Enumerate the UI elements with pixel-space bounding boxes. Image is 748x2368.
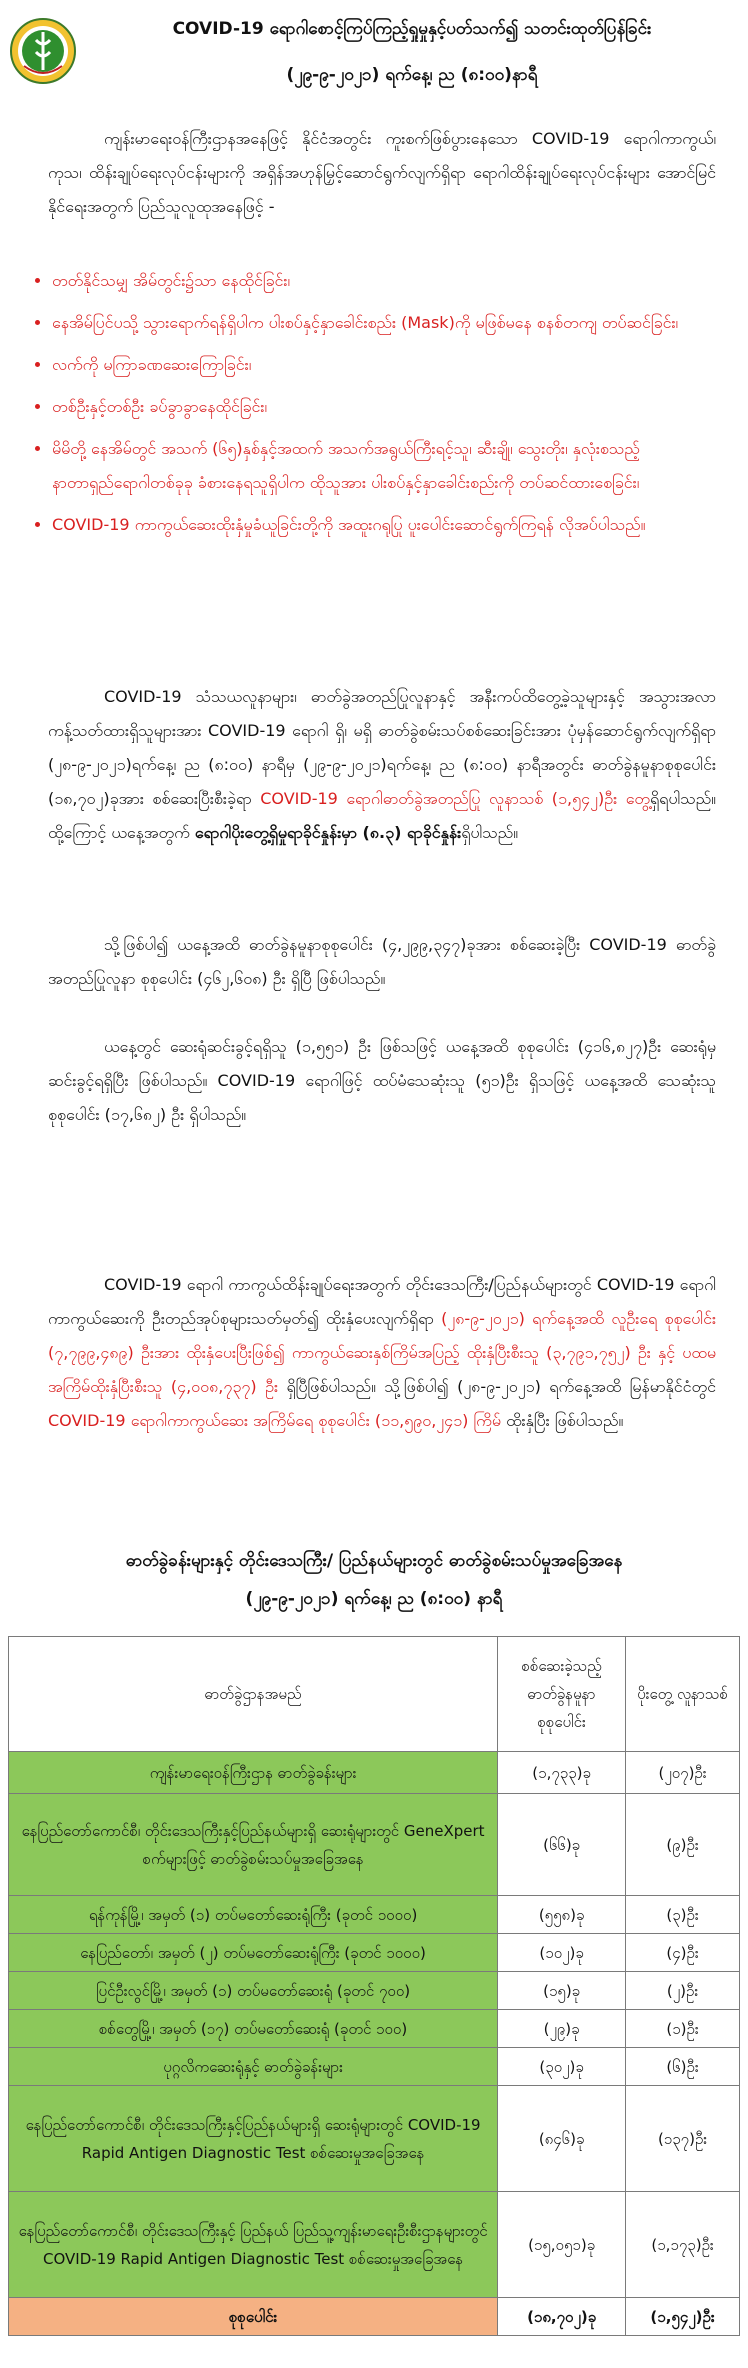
samples-cell: (၁,၇၃၃)ခု (498, 1752, 626, 1794)
positive-cell: (၉)ဦး (626, 1794, 740, 1896)
samples-cell: (၁၀၂)ခု (498, 1934, 626, 1972)
list-item: • နေအိမ်ပြင်ပသို့ သွားရောက်ရန်ရှိပါက ပါးစပ်နှင့်နှာခေါင်းစည်း (Mask)ကို မဖြစ်မနေ စနစ်တကျ တပ်ဆင်ခြင်း၊ (52, 306, 742, 340)
lab-name: နေပြည်တော်၊ အမှတ် (၂) တပ်မတော်ဆေးရုံကြီး (ခုတင် ၁၀၀၀) (9, 1934, 498, 1972)
list-item: • COVID-19 ကာကွယ်ဆေးထိုးနှံမှုခံယူခြင်းတို့ကို အထူးဂရုပြု ပူးပေါင်းဆောင်ရွက်ကြရန် လိုအပ်ပါသည်။ (52, 508, 742, 542)
table-row (9, 1794, 740, 1896)
lab-name: ပုဂ္ဂလိကဆေးရုံနှင့် ဓာတ်ခွဲခန်းများ (9, 2048, 498, 2086)
table-row (9, 2086, 740, 2192)
total-label: စုစုပေါင်း (9, 2298, 498, 2336)
intro-paragraph: ကျန်းမာရေးဝန်ကြီးဌာနအနေဖြင့် နိုင်ငံအတွင်း ကူးစက်ဖြစ်ပွားနေသော COVID-19 ရောဂါကာကွယ်၊ ကုသ၊ ထိန်းချုပ်ရေးလုပ်ငန်းများကို အရှိန်အဟုန်မြှင့်ဆောင်ရွက်လျက်ရှိရာ ရောဂါထိန်းချုပ်ရေးလုပ်ငန်းများ အောင်မြင်နိုင်ရေးအတွက် ပြည်သူလူထုအနေဖြင့် - (48, 129, 716, 216)
lab-name: စစ်တွေမြို့၊ အမှတ် (၁၇) တပ်မတော်ဆေးရုံ (ခုတင် ၁၀၀) (9, 2010, 498, 2048)
vaccination-total: COVID-19 ရောဂါကာကွယ်ဆေး အကြိမ်ရေ စုစုပေါင်း (၁၁,၅၉၀,၂၄၁) ကြိမ် (48, 1411, 501, 1430)
positive-cell: (၁,၁၇၃)ဦး (626, 2192, 740, 2298)
positive-cell: (၂)ဦး (626, 1972, 740, 2010)
samples-cell: (၈၄၆)ခု (498, 2086, 626, 2192)
table-row (9, 2048, 740, 2086)
samples-cell: (၅၅၈)ခု (498, 1896, 626, 1934)
vaccination-text-c: ထိုးနှံပြီး ဖြစ်ပါသည်။ (506, 1411, 624, 1430)
positivity-rate: ရောဂါပိုးတွေ့ရှိမှုရာခိုင်နှုန်းမှာ (၈.၃) ရာခိုင်နှုန်း (194, 823, 462, 842)
table-row (9, 2010, 740, 2048)
vaccination-text: COVID-19 ရောဂါ ကာကွယ်ထိန်းချုပ်ရေးအတွက် တိုင်းဒေသကြီး/ပြည်နယ်များတွင် COVID-19 ရောဂါကာကွယ်ဆေးကို ဦးတည်အုပ်စုများသတ်မှတ်၍ ထိုးနှံပေးလျက်ရှိရာ (48, 1275, 716, 1328)
total-positive: (၁,၅၄၂)ဦး (626, 2298, 740, 2336)
table-row (9, 2192, 740, 2298)
cumulative-paragraph: သို့ဖြစ်ပါ၍ ယနေ့အထိ ဓာတ်ခွဲနမူနာစုစုပေါင်း (၄,၂၉၉,၃၄၇)ခုအား စစ်ဆေးခဲ့ပြီး COVID-19 ဓာတ်ခွဲ အတည်ပြုလူနာ စုစုပေါင်း (၄၆၂,၆၀၈) ဦး ရှိပြီ ဖြစ်ပါသည်။ (48, 935, 716, 988)
positive-cell: (၂၀၇)ဦး (626, 1752, 740, 1794)
samples-cell: (၆၆)ခု (498, 1794, 626, 1896)
vaccination-highlight: (၂၈-၉-၂၀၂၁) ရက်နေ့အထိ လူဦးရေ စုစုပေါင်း (၇,၇၉၉,၄၈၉) ဦးအား ထိုးနှံပေးပြီးဖြစ်၍ ကာကွယ်ဆေးနှစ်ကြိမ်အပြည့် ထိုးနှံပြီးစီးသူ (၃,၇၉၁,၇၅၂) ဦး နှင့် ပထမအကြိမ်ထိုးနှံပြီးစီးသူ (၄,၀၀၈,၇၃၇) ဦး (48, 1309, 717, 1396)
page-date: (၂၉-၉-၂၀၂၁) ရက်နေ့၊ ည (၈:၀၀)နာရီ (286, 65, 538, 85)
positive-cell: (၁၃၇)ဦး (626, 2086, 740, 2192)
guideline-list (34, 264, 742, 550)
testing-paragraph (48, 680, 716, 850)
discharge-death-paragraph: ယနေ့တွင် ဆေးရုံဆင်းခွင့်ရရှိသူ (၁,၅၅၁) ဦး ဖြစ်သဖြင့် ယနေ့အထိ စုစုပေါင်း (၄၁၆,၈၂၇)ဦး ဆေးရုံမှ ဆင်းခွင့်ရရှိပြီး ဖြစ်ပါသည်။ COVID-19 ရောဂါဖြင့် ထပ်မံသေဆုံးသူ (၅၁)ဦး ရှိသဖြင့် ယနေ့အထိ သေဆုံးသူစုစုပေါင်း (၁၇,၆၈၂) ဦး ရှိပါသည်။ (48, 1037, 716, 1124)
table-row (9, 1972, 740, 2010)
page-title: COVID-19 ရောဂါစောင့်ကြပ်ကြည့်ရှုမှုနှင့်ပတ်သက်၍ သတင်းထုတ်ပြန်ခြင်း (172, 19, 652, 39)
lab-name: ပြင်ဦးလွင်မြို့၊ အမှတ် (၁) တပ်မတော်ဆေးရုံ (ခုတင် ၇၀၀) (9, 1972, 498, 2010)
list-item: • မိမိတို့ နေအိမ်တွင် အသက် (၆၅)နှစ်နှင့်အထက် အသက်အရွယ်ကြီးရင့်သူ၊ ဆီးချို၊ သွေးတိုး၊ နှလုံးစသည့် နာတာရှည်ရောဂါတစ်ခုခု ခံစားနေရသူရှိပါက ထိုသူအား ပါးစပ်နှင့်နှာခေါင်းစည်းကို တပ်ဆင်ထားစေခြင်း၊ (52, 432, 742, 500)
header (0, 0, 748, 110)
col-header-positive: ပိုးတွေ့ လူနာသစ် (626, 1637, 740, 1752)
table-row (9, 1896, 740, 1934)
list-item: • လက်ကို မကြာခဏဆေးကြောခြင်း၊ (52, 348, 742, 382)
lab-name: နေပြည်တော်ကောင်စီ၊ တိုင်းဒေသကြီးနှင့် ပြည်နယ် ပြည်သူ့ကျန်းမာရေးဦးစီးဌာနများတွင် COVID-19 Rapid Antigen Diagnostic Test စစ်ဆေးမှုအခြေအနေ (9, 2192, 498, 2298)
positive-cell: (၃)ဦး (626, 1896, 740, 1934)
lab-name: ကျန်းမာရေးဝန်ကြီးဌာန ဓာတ်ခွဲခန်းများ (9, 1752, 498, 1794)
positive-cell: (၄)ဦး (626, 1934, 740, 1972)
table-title: ဓာတ်ခွဲခန်းများနှင့် တိုင်းဒေသကြီး/ ပြည်နယ်များတွင် ဓာတ်ခွဲစမ်းသပ်မှုအခြေအနေ (125, 1551, 623, 1571)
col-header-lab: ဓာတ်ခွဲဌာနအမည် (9, 1637, 498, 1752)
table-row (9, 1752, 740, 1794)
vaccination-text-b: ရှိပြီဖြစ်ပါသည်။ သို့ဖြစ်ပါ၍ (၂၈-၉-၂၀၂၁) ရက်နေ့အထိ မြန်မာနိုင်ငံတွင် (286, 1377, 716, 1396)
lab-name: နေပြည်တော်ကောင်စီ၊ တိုင်းဒေသကြီးနှင့်ပြည်နယ်များရှိ ဆေးရုံများတွင် COVID-19 Rapid Antigen Diagnostic Test စစ်ဆေးမှုအခြေအနေ (9, 2086, 498, 2192)
table-header-row (9, 1637, 740, 1752)
samples-cell: (၁၅,၀၅၁)ခု (498, 2192, 626, 2298)
vaccination-paragraph (48, 1268, 716, 1438)
table-total-row (9, 2298, 740, 2336)
testing-text-c: ရှိပါသည်။ (461, 823, 519, 842)
lab-testing-table (8, 1636, 740, 2336)
positive-cell: (၁)ဦး (626, 2010, 740, 2048)
samples-cell: (၃၀၂)ခု (498, 2048, 626, 2086)
testing-text: COVID-19 သံသယလူနာများ၊ ဓာတ်ခွဲအတည်ပြုလူနာနှင့် အနီးကပ်ထိတွေ့ခဲ့သူများနှင့် အသွားအလာကန့်သတ်ထားရှိသူများအား COVID-19 ရောဂါ ရှိ၊ မရှိ ဓာတ်ခွဲစမ်းသပ်စစ်ဆေးခြင်းအား ပုံမှန်ဆောင်ရွက်လျက်ရှိရာ (၂၈-၉-၂၀၂၁)ရက်နေ့၊ ည (၈:၀၀) နာရီမှ (၂၉-၉-၂၀၂၁)ရက်နေ့၊ ည (၈:၀၀) နာရီအတွင်း ဓာတ်ခွဲနမူနာစုစုပေါင်း (၁၈,၇၀၂)ခုအား စစ်ဆေးပြီးစီးခဲ့ရာ (48, 687, 716, 808)
list-item: • တစ်ဦးနှင့်တစ်ဦး ခပ်ခွာခွာနေထိုင်ခြင်း၊ (52, 390, 742, 424)
list-item: • တတ်နိုင်သမျှ အိမ်တွင်း၌သာ နေထိုင်ခြင်း၊ (52, 264, 742, 298)
samples-cell: (၁၅)ခု (498, 1972, 626, 2010)
lab-name: ရန်ကုန်မြို့၊ အမှတ် (၁) တပ်မတော်ဆေးရုံကြီး (ခုတင် ၁၀၀၀) (9, 1896, 498, 1934)
col-header-samples: စစ်ဆေးခဲ့သည့် ဓာတ်ခွဲနမူနာ စုစုပေါင်း (498, 1637, 626, 1752)
samples-cell: (၂၉)ခု (498, 2010, 626, 2048)
testing-text-b: ရှိရပါသည်။ ထို့ကြောင့် ယနေ့အတွက် (48, 789, 717, 842)
total-samples: (၁၈,၇၀၂)ခု (498, 2298, 626, 2336)
new-cases-highlight: COVID-19 ရောဂါဓာတ်ခွဲအတည်ပြု လူနာသစ် (၁,၅၄၂)ဦး တွေ့ (260, 789, 650, 808)
ministry-logo-icon (10, 18, 76, 84)
table-row (9, 1934, 740, 1972)
lab-name: နေပြည်တော်ကောင်စီ၊ တိုင်းဒေသကြီးနှင့်ပြည်နယ်များရှိ ဆေးရုံများတွင် GeneXpert စက်များဖြင့် ဓာတ်ခွဲစမ်းသပ်မှုအခြေအနေ (9, 1794, 498, 1896)
table-date: (၂၉-၉-၂၀၂၁) ရက်နေ့၊ ည (၈:၀၀) နာရီ (245, 1589, 503, 1609)
positive-cell: (၆)ဦး (626, 2048, 740, 2086)
